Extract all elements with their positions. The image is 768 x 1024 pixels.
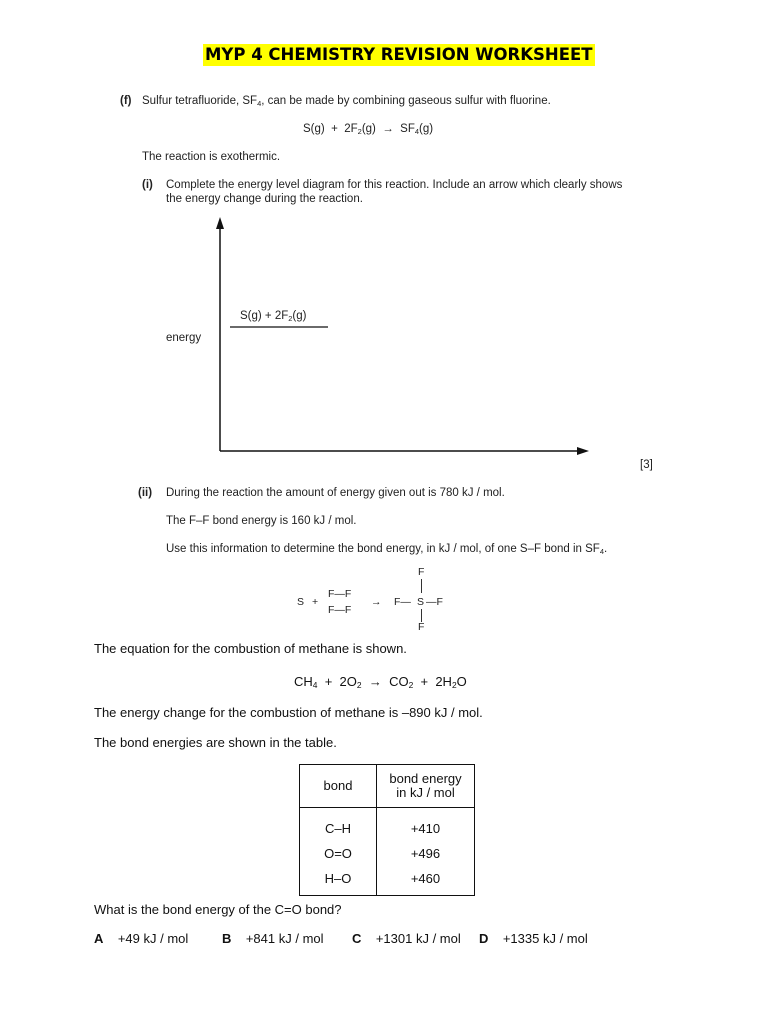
option-letter: D xyxy=(479,931,489,946)
table-cell-energy: +410 xyxy=(410,821,441,836)
question-label-i: (i) xyxy=(142,179,153,191)
bond-energy-table xyxy=(299,764,475,896)
table-cell-energy: +460 xyxy=(410,871,441,886)
header-bond-energy: bond energy in kJ / mol xyxy=(377,765,475,808)
sf4-top-bond xyxy=(421,579,422,593)
structural-equation xyxy=(290,566,470,636)
exothermic-statement: The reaction is exothermic. xyxy=(142,151,281,163)
option-letter: B xyxy=(222,931,232,946)
question-label-ii: (ii) xyxy=(138,487,153,499)
reaction-arrow: → xyxy=(371,596,382,608)
instruction-ii-line1: During the reaction the amount of energy given out is 780 kJ / mol. xyxy=(166,487,505,499)
option-value: +49 kJ / mol xyxy=(117,931,189,946)
instruction-i-line2: the energy change during the reaction. xyxy=(166,193,363,205)
table-cell-bond: C–H xyxy=(324,821,351,836)
question-intro: Sulfur tetrafluoride, $SF_4$, can be made by combining gaseous sulfur with fluorine. xyxy=(142,95,551,108)
y-axis-arrowhead xyxy=(216,217,224,229)
option-letter: A xyxy=(94,931,104,946)
fluorine-molecule-1: F—F xyxy=(328,588,352,600)
table-body-row xyxy=(300,808,475,896)
question-label-f: (f) xyxy=(120,95,132,107)
instruction-i-line1: Complete the energy level diagram for this reaction. Include an arrow which clearly shows xyxy=(166,179,623,191)
energy-change-statement: The energy change for the combustion of methane is –890 kJ / mol. xyxy=(94,705,483,720)
table-cell-bond: H–O xyxy=(324,871,352,886)
option-letter: C xyxy=(352,931,362,946)
table-intro: The bond energies are shown in the table. xyxy=(94,735,337,750)
plus-sign: + xyxy=(312,596,319,608)
sf4-top-fluorine: F xyxy=(418,566,425,578)
header-bond: bond xyxy=(300,765,377,808)
instruction-ii-line3: Use this information to determine the bond energy, in kJ / mol, of one S–F bond in $SF_4$. xyxy=(166,543,608,556)
table-header-row xyxy=(300,765,475,808)
question-text: What is the bond energy of the C=O bond? xyxy=(94,902,342,917)
sf4-right-fluorine: —F xyxy=(426,596,443,608)
energy-level-diagram xyxy=(205,215,595,460)
energy-axis-label: energy xyxy=(166,332,202,344)
option-value: +1335 kJ / mol xyxy=(502,931,588,946)
energy-column xyxy=(377,808,475,896)
methane-equation: $CH_4 + 2O_2 \to CO_2 + 2H_2O$ xyxy=(294,674,467,691)
reactant-label: $S(g) + 2F_2(g)$ xyxy=(240,310,307,323)
table-cell-energy: +496 xyxy=(410,846,441,861)
sf4-sulfur: S xyxy=(417,596,425,608)
answer-option-c[interactable] xyxy=(352,931,461,946)
x-axis-arrowhead xyxy=(577,447,589,455)
methane-intro: The equation for the combustion of methane is shown. xyxy=(94,641,407,656)
sf4-bottom-fluorine: F xyxy=(418,621,425,633)
answer-option-a[interactable] xyxy=(94,931,188,946)
instruction-ii-line2: The F–F bond energy is 160 kJ / mol. xyxy=(166,515,357,527)
sulfur-atom: S xyxy=(297,596,305,608)
bond-column xyxy=(300,808,377,896)
option-value: +1301 kJ / mol xyxy=(375,931,461,946)
sf4-left-fluorine: F— xyxy=(394,596,411,608)
marks-label: [3] xyxy=(640,459,653,471)
reaction-equation: $S(g) + 2F_2(g) \to SF_4(g)$ xyxy=(303,123,434,136)
option-value: +841 kJ / mol xyxy=(245,931,324,946)
answer-option-b[interactable] xyxy=(222,931,324,946)
page-title: MYP 4 CHEMISTRY REVISION WORKSHEET xyxy=(205,45,593,64)
table-cell-bond: O=O xyxy=(324,846,352,861)
answer-option-d[interactable] xyxy=(479,931,588,946)
fluorine-molecule-2: F—F xyxy=(328,604,352,616)
